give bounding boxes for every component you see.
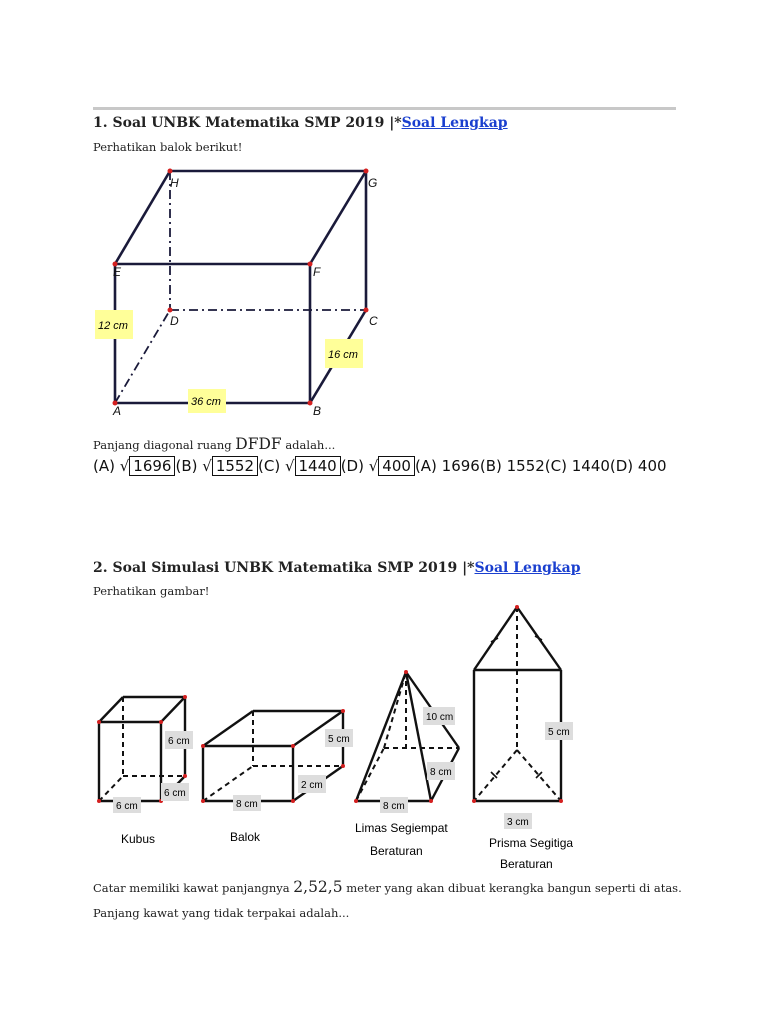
q2-intro: Perhatikan gambar!: [93, 584, 210, 598]
q1-heading: [93, 115, 508, 131]
q2-text2: Panjang kawat yang tidak terpakai adalah...: [93, 906, 350, 920]
vertex-h: H: [170, 176, 179, 190]
q2-heading: [93, 560, 581, 576]
width-label: 16 cm: [328, 349, 358, 361]
top-divider: [93, 107, 676, 110]
limas-dim-base: 8 cm: [383, 801, 405, 812]
q2-text1: [93, 878, 682, 896]
balok-dim-length: 8 cm: [236, 799, 258, 810]
kubus-name: Kubus: [121, 832, 156, 846]
length-label: 36 cm: [191, 396, 221, 408]
q1-question-suffix: adalah...: [281, 438, 336, 452]
q1-question: [93, 435, 335, 453]
vertex-e: E: [113, 265, 122, 279]
kubus-dim-depth: 6 cm: [164, 788, 186, 799]
kubus-dim-bottom: 6 cm: [116, 801, 138, 812]
vertex-b: B: [313, 404, 322, 418]
q1-question-var: DFDF: [235, 435, 282, 453]
vertex-g: G: [368, 176, 378, 190]
prisma-name-line1: Prisma Segitiga: [489, 836, 573, 850]
option-d[interactable]: (D) √ 400: [341, 456, 415, 476]
q1-heading-text: 1. Soal UNBK Matematika SMP 2019 |*: [93, 115, 402, 131]
q2-text1-prefix: Catar memiliki kawat panjangnya: [93, 881, 294, 895]
option-c[interactable]: (C) √ 1440: [258, 456, 341, 476]
limas-name-line1: Limas Segiempat: [355, 821, 448, 835]
options-plain-text: (A) 1696(B) 1552(C) 1440(D) 400: [414, 457, 667, 475]
q1-question-prefix: Panjang diagonal ruang: [93, 438, 236, 452]
balok-dim-height: 5 cm: [328, 734, 350, 745]
limas-dim-slant: 10 cm: [426, 712, 454, 723]
q1-soal-lengkap-link[interactable]: Soal Lengkap: [401, 115, 508, 131]
prisma-name-line2: Beraturan: [500, 857, 553, 871]
balok-dim-width: 2 cm: [301, 780, 323, 791]
prisma-dim-height: 5 cm: [548, 727, 570, 738]
limas-dim-side: 8 cm: [430, 767, 452, 778]
q2-text1-suffix: meter yang akan dibuat kerangka bangun seperti di atas.: [342, 881, 682, 895]
kubus-dim-side: 6 cm: [168, 736, 190, 747]
limas-name-line2: Beraturan: [370, 844, 423, 858]
limas-shape: [356, 672, 459, 801]
balok-name: Balok: [230, 830, 261, 844]
vertex-c: C: [369, 314, 378, 328]
option-b[interactable]: (B) √ 1552: [175, 456, 258, 476]
q1-intro: Perhatikan balok berikut!: [93, 140, 243, 154]
q1-options: [93, 453, 683, 480]
vertex-a: A: [113, 404, 122, 418]
q2-heading-text: 2. Soal Simulasi UNBK Matematika SMP 2019 |*: [93, 560, 475, 576]
q2-soal-lengkap-link[interactable]: Soal Lengkap: [474, 560, 581, 576]
vertex-d: D: [170, 314, 179, 328]
q2-text1-number: 2,52,5: [293, 878, 343, 896]
vertex-f: F: [313, 265, 321, 279]
solids-figure: [93, 600, 573, 875]
prisma-dim-base: 3 cm: [507, 817, 529, 828]
option-a[interactable]: (A) √ 1696: [93, 456, 175, 476]
cuboid-figure: [93, 165, 398, 420]
height-label: 12 cm: [98, 320, 128, 332]
